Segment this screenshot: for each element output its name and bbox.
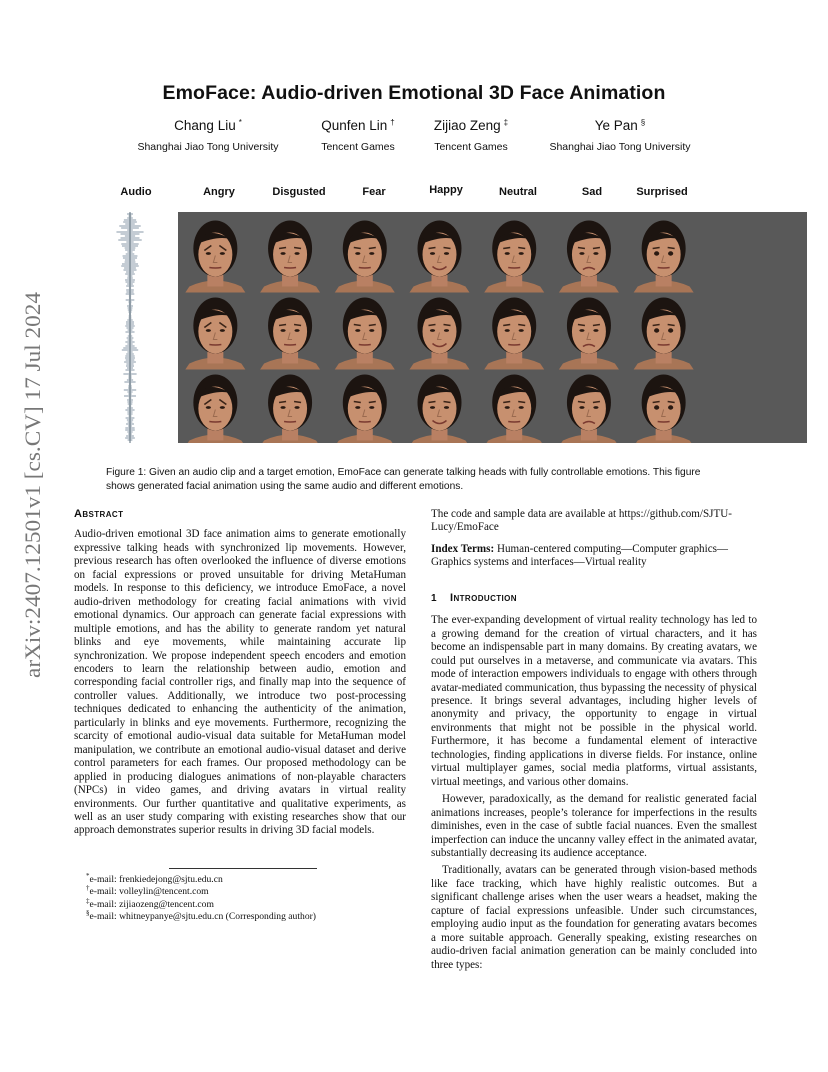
face-thumbnail (634, 375, 694, 444)
arxiv-stamp (10, 290, 50, 680)
abstract-heading: Abstract (74, 508, 124, 520)
author-affiliation: Tencent Games (321, 141, 395, 153)
face-thumbnail (185, 221, 245, 293)
index-terms: Index Terms: Human-centered computing—Computer graphics—Graphics systems and interfaces—Virtual reality (431, 542, 729, 569)
face-thumbnail (559, 375, 619, 444)
face-thumbnail (484, 221, 544, 293)
footnote: §e-mail: whitneypanye@sjtu.edu.cn (Corresponding author) (86, 908, 317, 922)
column-header-emotion: Happy (429, 184, 463, 196)
paper-title: EmoFace: Audio-driven Emotional 3D Face Animation (162, 82, 666, 104)
author-block (411, 118, 531, 154)
author-block (530, 118, 710, 154)
footnotes (86, 871, 317, 923)
code-availability-note: The code and sample data are available at https://github.com/SJTU-Lucy/EmoFace (431, 508, 732, 534)
footnote: ‡e-mail: zijiaozeng@tencent.com (86, 896, 214, 910)
intro-paragraph: Traditionally, avatars can be generated through vision-based methods like face tracking, which have highly realistic outcomes. But a significant challenge arises when the user wears a headset, making the capture of facial expressions unfeasible. Under such circumstances, employing audio input as the foundation for generating avatars becomes a more suitable approach. Generally speaking, existing researches on audio-driven facial animation generation can be mainly concluded into three types: (431, 864, 757, 971)
column-header-emotion: Disgusted (272, 186, 326, 198)
audio-waveform (107, 212, 167, 443)
author-affiliation: Tencent Games (434, 141, 508, 153)
face-thumbnail (484, 298, 544, 370)
face-thumbnail (335, 298, 395, 370)
face-thumbnail (559, 298, 619, 370)
intro-paragraph: However, paradoxically, as the demand for realistic generated facial animations increases, people’s tolerance for imperfections in the results diminishes, even in the case of subtle facial nuances. Even the smallest imperfection can induce the uncanny valley effect in the animated avatar, substantially decreasing its audience acceptance. (431, 793, 757, 859)
arxiv-stamp-text: arXiv:2407.12501v1 [cs.CV] 17 Jul 2024 (20, 304, 45, 678)
face-thumbnail (410, 298, 470, 370)
face-thumbnail (335, 221, 395, 293)
column-header-emotion: Angry (203, 186, 235, 198)
face-image-grid (178, 212, 807, 443)
author-affiliation: Shanghai Jiao Tong University (549, 141, 691, 153)
figure-caption: Figure 1: Given an audio clip and a target emotion, EmoFace can generate talking heads with fully controllable emotions. This figure shows generated facial animation using the same audio and different emotions. (106, 467, 701, 492)
face-thumbnail (410, 375, 470, 444)
author-name: Ye Pan § (594, 117, 646, 133)
column-header-emotion: Neutral (499, 186, 537, 198)
figure-1 (107, 186, 701, 444)
footnote: *e-mail: frenkiedejong@sjtu.edu.cn (86, 871, 223, 885)
column-header-audio: Audio (120, 186, 152, 198)
author-block (110, 118, 306, 154)
face-thumbnail (410, 221, 470, 293)
face-thumbnail (185, 298, 245, 370)
face-thumbnail (634, 298, 694, 370)
intro-paragraph: The ever-expanding development of virtual reality technology has led to a growing demand for the creation of virtual characters, and it has become an indispensable part in many domains. By creating avatars, we could put ourselves in a metaverse, and communicate via avatars. This mode of interaction empowers individuals to engage with others through avatar-mediated communication, thus bypassing the necessity of physical presence. It brings several advantages, including higher levels of anonymity and privacy, the opportunity to engage in virtual environments that might not be possible in the physical world. Furthermore, it has become a fundamental element of interactive technologies, finding applications in diverse fields. For instance, online virtual multiplayer games, social media platforms, virtual assistants, virtual meetings, and various other domains. (431, 614, 757, 788)
face-thumbnail (185, 375, 245, 444)
abstract-text: Audio-driven emotional 3D face animation aims to generate emotionally expressive talking heads with synchronized lip movements. However, previous research has often overlooked the influence of diverse emotions on facial expressions or proved unsuitable for driving MetaHuman models. In response to this deficiency, we introduce EmoFace, a novel audio-driven methodology for creating facial animations with vivid emotional dynamics. Our approach can generate facial expressions with multiple emotions, and has the ability to generate random yet natural blinks and eye movements, while maintaining accurate lip synchronization. We propose independent speech encoders and emotion encoders to learn the relationship between audio, emotion and corresponding facial controller rigs, and finally map into the sequence of controller values. Additionally, we introduce two post-processing techniques dedicated to enhancing the authenticity of the animation, particularly in blinks and eye movements. Furthermore, recognizing the scarcity of emotional audio-visual data suitable for MetaHuman model manipulation, we contribute an emotional audio-visual dataset and derive control parameters for each frames. Our proposed methodology can be applied in producing dialogues animations of non-playable characters (NPCs) in video games, and driving avatars in virtual reality environments. Our further quantitative and qualitative experiments, as well as an user study comparing with existing researches show that our approach demonstrates superior results in driving 3D facial models. (74, 528, 406, 837)
face-thumbnail (634, 221, 694, 293)
column-header-emotion: Sad (581, 186, 603, 198)
face-thumbnail (335, 375, 395, 444)
face-thumbnail (260, 375, 320, 444)
column-header-emotion: Surprised (636, 186, 688, 198)
right-column (431, 508, 757, 972)
face-thumbnail (260, 298, 320, 370)
author-name: Zijiao Zeng ‡ (433, 117, 509, 133)
face-thumbnail (559, 221, 619, 293)
face-thumbnail (484, 375, 544, 444)
footnote: †e-mail: volleylin@tencent.com (86, 884, 209, 898)
author-name: Qunfen Lin † (321, 117, 395, 133)
column-header-emotion: Fear (362, 186, 386, 198)
face-thumbnail (260, 221, 320, 293)
author-block (298, 118, 418, 154)
introduction-heading: 1 Introduction (431, 591, 517, 604)
left-column (74, 508, 406, 838)
footnote-rule (169, 868, 317, 869)
author-affiliation: Shanghai Jiao Tong University (137, 141, 279, 153)
author-name: Chang Liu * (174, 117, 242, 133)
